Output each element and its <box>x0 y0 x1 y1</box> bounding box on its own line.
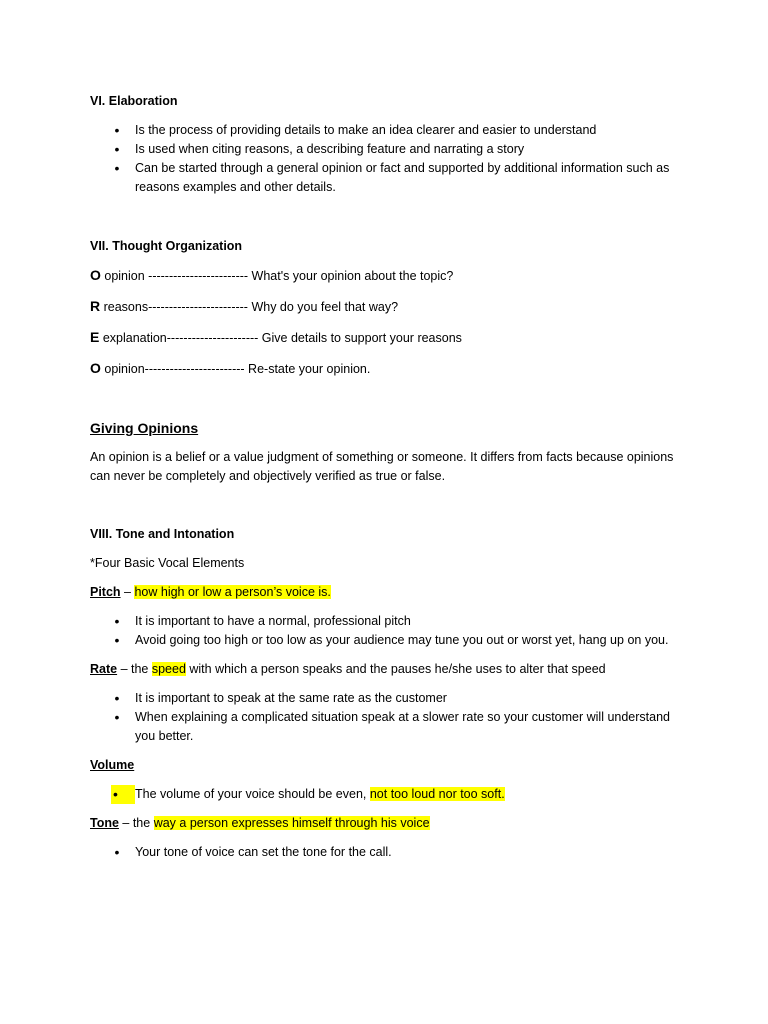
section-heading-tone-intonation: VIII. Tone and Intonation <box>90 527 235 541</box>
orio-line-reasons: R reasons------------------------ Why do you feel that way? <box>90 298 399 314</box>
section-heading-elaboration: VI. Elaboration <box>90 94 178 108</box>
pitch-list <box>90 612 680 650</box>
opinion-definition: An opinion is a belief or a value judgment of something or someone. It differs from facts because opinions can never be completely and objectively verified as true or false. <box>90 450 674 483</box>
document-page <box>90 92 680 862</box>
highlighted-text: not too loud nor too soft. <box>369 787 505 801</box>
bullet-icon: • <box>114 160 120 176</box>
section-title-giving-opinions: Giving Opinions <box>90 420 199 436</box>
list-item: • Can be started through a general opinion or fact and supported by additional information such as reasons examples and other details. <box>90 159 680 197</box>
bullet-icon: • <box>114 709 120 725</box>
orio-line-restate-opinion: O opinion------------------------ Re-state your opinion. <box>90 360 371 376</box>
highlighted-text: speed <box>151 662 186 676</box>
bullet-icon: • <box>114 632 120 648</box>
elaboration-list <box>90 121 680 197</box>
list-item: • Your tone of voice can set the tone for the call. <box>90 843 680 862</box>
tone-definition: Tone – the way a person expresses himself through his voice <box>90 816 430 830</box>
section-heading-thought-organization: VII. Thought Organization <box>90 239 243 253</box>
bullet-icon: • <box>111 785 135 804</box>
bullet-icon: • <box>114 122 120 138</box>
list-item: • Is the process of providing details to make an idea clearer and easier to understand <box>90 121 680 140</box>
vocal-elements-intro: *Four Basic Vocal Elements <box>90 556 245 570</box>
orio-line-opinion: O opinion ------------------------ What's your opinion about the topic? <box>90 267 454 283</box>
term-rate: Rate <box>90 662 118 676</box>
list-item: • Avoid going too high or too low as your audience may tune you out or worst yet, hang up on you. <box>90 631 680 650</box>
volume-definition <box>90 756 680 775</box>
list-item: • Is used when citing reasons, a describing feature and narrating a story <box>90 140 680 159</box>
bullet-icon: • <box>114 844 120 860</box>
list-item: • It is important to speak at the same rate as the customer <box>90 689 680 708</box>
bullet-icon: • <box>114 141 120 157</box>
highlighted-text: how high or low a person’s voice is. <box>134 585 331 599</box>
term-volume: Volume <box>90 758 135 772</box>
bullet-icon: • <box>114 690 120 706</box>
bullet-icon: • <box>114 613 120 629</box>
list-item: • When explaining a complicated situation speak at a slower rate so your customer will understand you better. <box>90 708 680 746</box>
rate-list <box>90 689 680 746</box>
list-item: • The volume of your voice should be even, not too loud nor too soft. <box>113 786 505 802</box>
volume-list <box>90 785 680 804</box>
list-item: • It is important to have a normal, professional pitch <box>90 612 680 631</box>
term-tone: Tone <box>90 816 119 830</box>
orio-line-explanation: E explanation---------------------- Give details to support your reasons <box>90 329 462 345</box>
rate-definition: Rate – the speed with which a person speaks and the pauses he/she uses to alter that speed <box>90 662 606 676</box>
term-pitch: Pitch <box>90 585 121 599</box>
highlighted-text: way a person expresses himself through his voice <box>153 816 430 830</box>
pitch-definition: Pitch – how high or low a person’s voice is. <box>90 585 331 599</box>
tone-list <box>90 843 680 862</box>
